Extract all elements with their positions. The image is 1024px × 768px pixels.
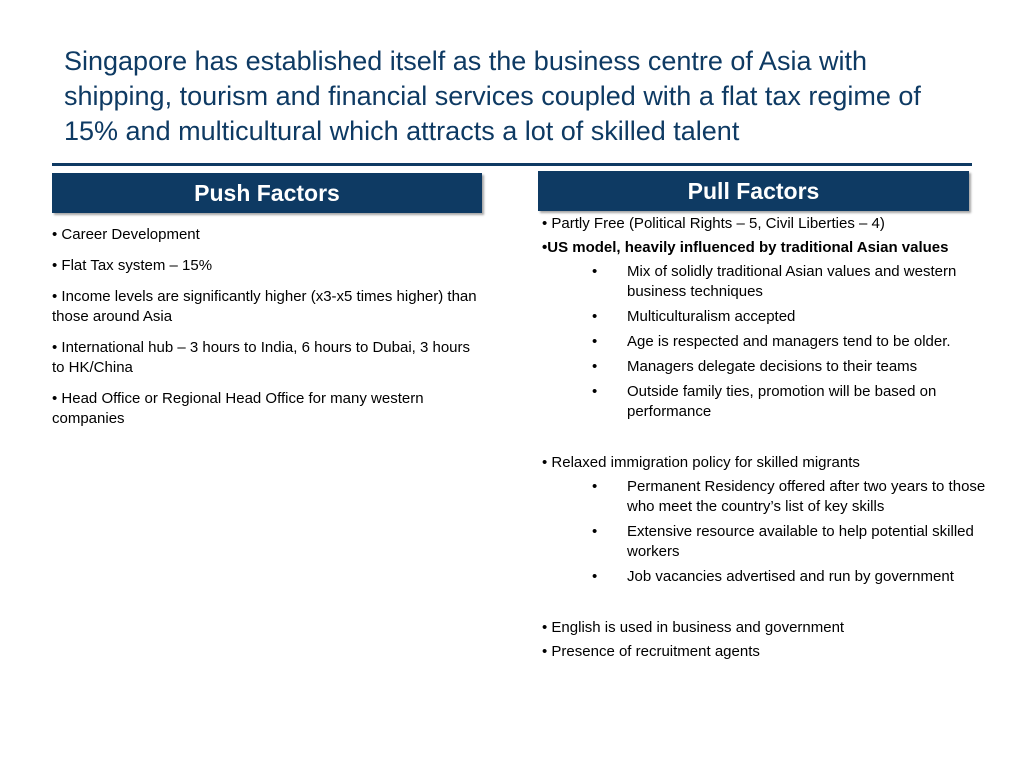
bullet-icon: • bbox=[592, 358, 598, 375]
bullet-icon: • bbox=[592, 523, 598, 540]
bullet-icon: • bbox=[592, 478, 598, 495]
push-factors-header: Push Factors bbox=[52, 173, 482, 213]
title-divider bbox=[52, 163, 972, 166]
pull-subitem-text: Permanent Residency offered after two years to those who meet the country’s list of key skills bbox=[627, 478, 986, 515]
push-item-income: • Income levels are significantly higher (x3-x5 times higher) than those around Asia bbox=[52, 288, 477, 325]
pull-subitem-text: Age is respected and managers tend to be older. bbox=[627, 333, 951, 350]
pull-subitem bbox=[542, 477, 1012, 517]
slide-title: Singapore has established itself as the business centre of Asia with shipping, tourism and financial services coupled with a flat tax regime of 15% and multicultural which attracts a lot of skilled talent bbox=[64, 46, 921, 146]
pull-subitem bbox=[542, 522, 1012, 562]
pull-subitem bbox=[542, 262, 1012, 302]
pull-item-us-model: •US model, heavily influenced by traditional Asian values bbox=[542, 239, 949, 256]
bullet-icon: • bbox=[592, 333, 598, 350]
pull-subitem-text: Mix of solidly traditional Asian values and western business techniques bbox=[627, 263, 957, 300]
push-factors-list bbox=[52, 225, 482, 440]
pull-subitem bbox=[542, 332, 1012, 352]
pull-item-english: • English is used in business and government bbox=[542, 619, 845, 636]
pull-subitem-text: Job vacancies advertised and run by government bbox=[627, 568, 954, 585]
spacer bbox=[542, 427, 1012, 453]
push-item-hub: • International hub – 3 hours to India, 6 hours to Dubai, 3 hours to HK/China bbox=[52, 339, 471, 376]
spacer bbox=[542, 592, 1012, 618]
pull-subitem-text: Extensive resource available to help potential skilled workers bbox=[627, 523, 974, 560]
pull-subitem-text: Outside family ties, promotion will be based on performance bbox=[627, 383, 937, 420]
pull-subitem bbox=[542, 307, 1012, 327]
pull-subitem-text: Multiculturalism accepted bbox=[627, 308, 796, 325]
bullet-icon: • bbox=[592, 383, 598, 400]
bullet-icon: • bbox=[592, 568, 598, 585]
pull-subitem bbox=[542, 567, 1012, 587]
pull-item-immigration: • Relaxed immigration policy for skilled migrants bbox=[542, 454, 860, 471]
push-item-head-office: • Head Office or Regional Head Office for many western companies bbox=[52, 390, 424, 427]
push-item-career: • Career Development bbox=[52, 226, 200, 243]
pull-subitem bbox=[542, 357, 1012, 377]
pull-subitem bbox=[542, 382, 1012, 422]
pull-factors-header: Pull Factors bbox=[538, 171, 969, 211]
bullet-icon: • bbox=[592, 308, 598, 325]
pull-item-recruitment: • Presence of recruitment agents bbox=[542, 643, 760, 660]
push-item-tax: • Flat Tax system – 15% bbox=[52, 257, 213, 274]
bullet-icon: • bbox=[592, 263, 598, 280]
pull-subitem-text: Managers delegate decisions to their teams bbox=[627, 358, 918, 375]
pull-factors-list bbox=[542, 214, 1012, 666]
pull-item-freedom: • Partly Free (Political Rights – 5, Civil Liberties – 4) bbox=[542, 215, 885, 232]
